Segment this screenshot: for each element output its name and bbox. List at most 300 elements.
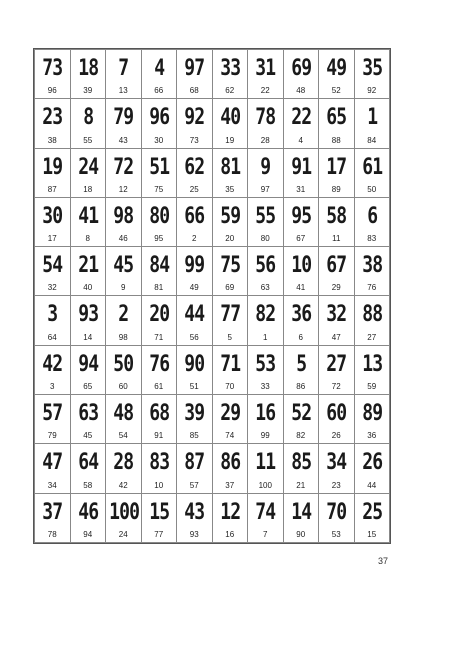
- cell-big-number: 57: [42, 401, 63, 427]
- grid-cell: [283, 99, 319, 148]
- cell-big-number: 86: [219, 450, 240, 476]
- cell-big-number: 24: [77, 154, 98, 180]
- cell-small-number: 54: [118, 431, 128, 441]
- cell-big-number: 76: [148, 351, 169, 377]
- grid-cell: [35, 444, 71, 493]
- cell-small-number: 57: [189, 480, 199, 490]
- cell-big-number: 95: [290, 203, 311, 229]
- cell-big-number: 26: [361, 450, 382, 476]
- grid-cell: [319, 50, 355, 99]
- cell-small-number: 93: [189, 530, 199, 539]
- cell-small-number: 4: [298, 135, 303, 145]
- cell-small-number: 68: [189, 86, 199, 96]
- cell-big-number: 63: [77, 401, 98, 427]
- grid-cell: [35, 395, 71, 444]
- cell-big-number: 4: [153, 56, 164, 81]
- cell-big-number: 79: [113, 105, 134, 131]
- grid-cell: [248, 395, 284, 444]
- cell-big-number: 59: [219, 203, 240, 229]
- grid-cell: [106, 444, 142, 493]
- cell-big-number: 81: [219, 154, 240, 180]
- cell-small-number: 60: [118, 382, 128, 392]
- grid-cell: [212, 395, 248, 444]
- cell-small-number: 61: [154, 382, 164, 392]
- cell-small-number: 99: [260, 431, 270, 441]
- cell-big-number: 14: [290, 499, 311, 525]
- grid-cell: [212, 50, 248, 99]
- grid-cell: [177, 148, 213, 197]
- cell-big-number: 16: [255, 401, 276, 427]
- cell-small-number: 45: [83, 431, 93, 441]
- cell-small-number: 87: [47, 184, 57, 194]
- grid-cell: [319, 296, 355, 345]
- cell-small-number: 50: [367, 184, 377, 194]
- grid-cell: [354, 493, 390, 542]
- cell-big-number: 80: [148, 203, 169, 229]
- grid-row: [35, 99, 390, 148]
- grid-cell: [354, 148, 390, 197]
- cell-big-number: 11: [255, 450, 276, 476]
- grid-row: [35, 197, 390, 246]
- cell-small-number: 21: [296, 480, 306, 490]
- grid-cell: [319, 148, 355, 197]
- cell-big-number: 98: [113, 203, 134, 229]
- cell-big-number: 61: [361, 154, 382, 180]
- grid-cell: [319, 345, 355, 394]
- grid-cell: [354, 247, 390, 296]
- cell-big-number: 2: [118, 302, 129, 328]
- grid-row: [35, 493, 390, 542]
- cell-big-number: 97: [184, 56, 205, 81]
- cell-big-number: 50: [113, 351, 134, 377]
- cell-big-number: 91: [290, 154, 311, 180]
- grid-cell: [248, 148, 284, 197]
- grid-cell: [141, 148, 177, 197]
- cell-big-number: 87: [184, 450, 205, 476]
- grid-row: [35, 148, 390, 197]
- cell-small-number: 44: [367, 480, 377, 490]
- grid-cell: [354, 50, 390, 99]
- cell-small-number: 49: [189, 283, 199, 293]
- grid-cell: [319, 197, 355, 246]
- cell-big-number: 94: [77, 351, 98, 377]
- grid-cell: [35, 345, 71, 394]
- cell-big-number: 17: [326, 154, 347, 180]
- grid-cell: [70, 247, 106, 296]
- cell-small-number: 82: [296, 431, 306, 441]
- cell-small-number: 38: [47, 135, 57, 145]
- grid-cell: [177, 395, 213, 444]
- cell-big-number: 89: [361, 401, 382, 427]
- cell-big-number: 25: [361, 499, 382, 525]
- cell-small-number: 51: [189, 382, 199, 392]
- cell-big-number: 31: [255, 56, 276, 81]
- cell-small-number: 66: [154, 86, 164, 96]
- cell-big-number: 23: [42, 105, 63, 131]
- grid-row: [35, 395, 390, 444]
- cell-small-number: 88: [331, 135, 341, 145]
- grid-cell: [248, 197, 284, 246]
- cell-small-number: 1: [263, 332, 268, 342]
- cell-small-number: 89: [331, 184, 341, 194]
- grid-cell: [248, 444, 284, 493]
- grid-cell: [319, 99, 355, 148]
- cell-small-number: 81: [154, 283, 164, 293]
- grid-cell: [35, 197, 71, 246]
- cell-small-number: 27: [367, 332, 377, 342]
- grid-cell: [70, 197, 106, 246]
- grid-cell: [177, 345, 213, 394]
- grid-cell: [354, 296, 390, 345]
- grid-cell: [283, 50, 319, 99]
- cell-small-number: 83: [367, 234, 377, 244]
- grid-cell: [70, 493, 106, 542]
- cell-small-number: 75: [154, 184, 164, 194]
- cell-big-number: 38: [361, 253, 382, 279]
- grid-cell: [141, 50, 177, 99]
- cell-small-number: 65: [83, 382, 93, 392]
- grid-cell: [141, 493, 177, 542]
- cell-big-number: 92: [184, 105, 205, 131]
- cell-big-number: 85: [290, 450, 311, 476]
- cell-small-number: 23: [331, 480, 341, 490]
- cell-big-number: 93: [77, 302, 98, 328]
- cell-big-number: 44: [184, 302, 205, 328]
- cell-big-number: 35: [361, 56, 382, 81]
- grid-cell: [212, 296, 248, 345]
- cell-small-number: 73: [189, 135, 199, 145]
- cell-big-number: 28: [113, 450, 134, 476]
- cell-big-number: 55: [255, 203, 276, 229]
- cell-small-number: 25: [189, 184, 199, 194]
- cell-big-number: 18: [77, 56, 98, 81]
- cell-small-number: 39: [83, 86, 93, 96]
- cell-small-number: 85: [189, 431, 199, 441]
- grid-cell: [283, 247, 319, 296]
- cell-small-number: 9: [121, 283, 126, 293]
- cell-big-number: 75: [219, 253, 240, 279]
- cell-small-number: 67: [296, 234, 306, 244]
- grid-cell: [35, 148, 71, 197]
- grid-cell: [283, 493, 319, 542]
- cell-big-number: 67: [326, 253, 347, 279]
- number-grid: [33, 48, 391, 544]
- cell-small-number: 20: [225, 234, 235, 244]
- cell-big-number: 64: [77, 450, 98, 476]
- cell-small-number: 92: [367, 86, 377, 96]
- cell-big-number: 20: [148, 302, 169, 328]
- cell-small-number: 30: [154, 135, 164, 145]
- cell-big-number: 30: [42, 203, 63, 229]
- grid-cell: [354, 99, 390, 148]
- cell-small-number: 48: [296, 86, 306, 96]
- cell-big-number: 9: [260, 154, 271, 180]
- grid-cell: [70, 345, 106, 394]
- cell-big-number: 54: [42, 253, 63, 279]
- grid-cell: [283, 148, 319, 197]
- cell-big-number: 5: [295, 351, 306, 377]
- cell-big-number: 70: [326, 499, 347, 525]
- cell-big-number: 71: [219, 351, 240, 377]
- cell-big-number: 52: [290, 401, 311, 427]
- grid-cell: [212, 444, 248, 493]
- cell-small-number: 47: [331, 332, 341, 342]
- cell-small-number: 13: [118, 86, 128, 96]
- cell-big-number: 51: [148, 154, 169, 180]
- cell-big-number: 3: [47, 302, 58, 328]
- cell-big-number: 77: [219, 302, 240, 328]
- grid-row: [35, 50, 390, 99]
- cell-small-number: 16: [225, 530, 235, 539]
- grid-row: [35, 296, 390, 345]
- cell-small-number: 95: [154, 234, 164, 244]
- cell-big-number: 32: [326, 302, 347, 328]
- grid-cell: [177, 99, 213, 148]
- grid-cell: [212, 345, 248, 394]
- cell-small-number: 3: [50, 382, 55, 392]
- cell-small-number: 43: [118, 135, 128, 145]
- cell-small-number: 41: [296, 283, 306, 293]
- cell-big-number: 33: [219, 56, 240, 81]
- cell-big-number: 12: [219, 499, 240, 525]
- cell-small-number: 56: [189, 332, 199, 342]
- cell-big-number: 49: [326, 56, 347, 81]
- grid-cell: [319, 444, 355, 493]
- cell-big-number: 100: [109, 499, 140, 525]
- grid-cell: [354, 345, 390, 394]
- grid-cell: [319, 247, 355, 296]
- cell-big-number: 41: [77, 203, 98, 229]
- cell-small-number: 59: [367, 382, 377, 392]
- grid-cell: [177, 493, 213, 542]
- grid-cell: [212, 247, 248, 296]
- cell-small-number: 69: [225, 283, 235, 293]
- grid-cell: [248, 345, 284, 394]
- cell-big-number: 84: [148, 253, 169, 279]
- grid-cell: [319, 493, 355, 542]
- cell-big-number: 42: [42, 351, 63, 377]
- grid-cell: [35, 99, 71, 148]
- grid-cell: [106, 247, 142, 296]
- cell-small-number: 24: [118, 530, 128, 539]
- grid-cell: [177, 247, 213, 296]
- cell-small-number: 62: [225, 86, 235, 96]
- cell-small-number: 32: [47, 283, 57, 293]
- grid-cell: [70, 99, 106, 148]
- cell-small-number: 11: [332, 234, 341, 244]
- cell-big-number: 39: [184, 401, 205, 427]
- cell-small-number: 76: [367, 283, 377, 293]
- grid-cell: [141, 197, 177, 246]
- cell-big-number: 83: [148, 450, 169, 476]
- grid-cell: [248, 50, 284, 99]
- cell-big-number: 48: [113, 401, 134, 427]
- cell-small-number: 7: [263, 530, 268, 539]
- number-table: [34, 49, 390, 543]
- cell-big-number: 60: [326, 401, 347, 427]
- grid-cell: [177, 296, 213, 345]
- grid-body: [35, 50, 390, 543]
- cell-big-number: 88: [361, 302, 382, 328]
- grid-cell: [212, 493, 248, 542]
- grid-cell: [70, 395, 106, 444]
- grid-cell: [106, 493, 142, 542]
- grid-cell: [212, 99, 248, 148]
- cell-small-number: 72: [331, 382, 341, 392]
- grid-cell: [70, 444, 106, 493]
- cell-small-number: 80: [260, 234, 270, 244]
- cell-small-number: 71: [154, 332, 164, 342]
- grid-cell: [106, 148, 142, 197]
- cell-small-number: 64: [47, 332, 57, 342]
- cell-big-number: 29: [219, 401, 240, 427]
- grid-cell: [248, 296, 284, 345]
- grid-cell: [177, 50, 213, 99]
- grid-cell: [248, 493, 284, 542]
- grid-cell: [248, 247, 284, 296]
- page-number: 37: [378, 556, 389, 566]
- grid-cell: [106, 50, 142, 99]
- cell-small-number: 33: [260, 382, 270, 392]
- cell-small-number: 2: [192, 234, 197, 244]
- grid-cell: [354, 197, 390, 246]
- grid-cell: [70, 148, 106, 197]
- cell-small-number: 26: [331, 431, 341, 441]
- cell-big-number: 7: [118, 56, 129, 81]
- cell-big-number: 8: [82, 105, 93, 131]
- cell-big-number: 19: [42, 154, 63, 180]
- cell-big-number: 53: [255, 351, 276, 377]
- cell-small-number: 37: [225, 480, 235, 490]
- cell-small-number: 6: [298, 332, 303, 342]
- cell-small-number: 52: [331, 86, 341, 96]
- cell-big-number: 72: [113, 154, 134, 180]
- cell-big-number: 13: [361, 351, 382, 377]
- grid-cell: [35, 50, 71, 99]
- cell-small-number: 63: [260, 283, 270, 293]
- cell-small-number: 18: [83, 184, 93, 194]
- grid-cell: [283, 345, 319, 394]
- cell-small-number: 35: [225, 184, 235, 194]
- cell-big-number: 27: [326, 351, 347, 377]
- cell-big-number: 15: [148, 499, 169, 525]
- cell-big-number: 73: [42, 56, 63, 81]
- cell-small-number: 5: [227, 332, 232, 342]
- cell-small-number: 17: [47, 234, 57, 244]
- cell-small-number: 78: [47, 530, 57, 539]
- cell-big-number: 58: [326, 203, 347, 229]
- cell-small-number: 34: [47, 480, 57, 490]
- grid-cell: [141, 99, 177, 148]
- grid-cell: [283, 395, 319, 444]
- grid-cell: [106, 197, 142, 246]
- grid-cell: [106, 395, 142, 444]
- cell-small-number: 46: [118, 234, 128, 244]
- cell-small-number: 94: [83, 530, 93, 539]
- grid-cell: [141, 345, 177, 394]
- cell-small-number: 74: [225, 431, 235, 441]
- cell-big-number: 66: [184, 203, 205, 229]
- grid-cell: [283, 197, 319, 246]
- cell-small-number: 10: [154, 480, 164, 490]
- cell-small-number: 40: [83, 283, 93, 293]
- cell-small-number: 12: [118, 184, 128, 194]
- cell-small-number: 55: [83, 135, 93, 145]
- grid-cell: [35, 247, 71, 296]
- cell-small-number: 19: [225, 135, 235, 145]
- cell-small-number: 86: [296, 382, 306, 392]
- grid-cell: [354, 395, 390, 444]
- grid-cell: [70, 50, 106, 99]
- cell-big-number: 78: [255, 105, 276, 131]
- cell-big-number: 22: [290, 105, 311, 131]
- cell-small-number: 36: [367, 431, 377, 441]
- cell-big-number: 96: [148, 105, 169, 131]
- cell-small-number: 28: [260, 135, 270, 145]
- cell-small-number: 31: [296, 184, 306, 194]
- grid-cell: [354, 444, 390, 493]
- grid-cell: [141, 296, 177, 345]
- cell-big-number: 6: [366, 203, 377, 229]
- cell-small-number: 90: [296, 530, 306, 539]
- cell-small-number: 53: [331, 530, 341, 539]
- grid-cell: [177, 197, 213, 246]
- cell-small-number: 70: [225, 382, 235, 392]
- cell-small-number: 98: [118, 332, 128, 342]
- grid-cell: [106, 296, 142, 345]
- grid-cell: [70, 296, 106, 345]
- cell-big-number: 69: [290, 56, 311, 81]
- cell-big-number: 34: [326, 450, 347, 476]
- cell-small-number: 97: [260, 184, 270, 194]
- cell-small-number: 77: [154, 530, 164, 539]
- cell-small-number: 15: [367, 530, 377, 539]
- cell-big-number: 21: [77, 253, 98, 279]
- grid-cell: [283, 444, 319, 493]
- cell-big-number: 43: [184, 499, 205, 525]
- cell-small-number: 58: [83, 480, 93, 490]
- grid-cell: [212, 148, 248, 197]
- cell-small-number: 96: [47, 86, 57, 96]
- cell-big-number: 36: [290, 302, 311, 328]
- cell-big-number: 47: [42, 450, 63, 476]
- grid-row: [35, 345, 390, 394]
- cell-small-number: 84: [367, 135, 377, 145]
- cell-small-number: 22: [260, 86, 270, 96]
- grid-cell: [212, 197, 248, 246]
- grid-cell: [177, 444, 213, 493]
- cell-big-number: 46: [77, 499, 98, 525]
- grid-cell: [283, 296, 319, 345]
- grid-cell: [248, 99, 284, 148]
- cell-big-number: 65: [326, 105, 347, 131]
- grid-cell: [35, 296, 71, 345]
- grid-cell: [141, 395, 177, 444]
- grid-row: [35, 247, 390, 296]
- cell-big-number: 74: [255, 499, 276, 525]
- cell-big-number: 37: [42, 499, 63, 525]
- cell-big-number: 45: [113, 253, 134, 279]
- cell-big-number: 40: [219, 105, 240, 131]
- cell-big-number: 62: [184, 154, 205, 180]
- cell-big-number: 90: [184, 351, 205, 377]
- cell-big-number: 10: [290, 253, 311, 279]
- cell-small-number: 8: [85, 234, 90, 244]
- cell-small-number: 79: [47, 431, 57, 441]
- cell-big-number: 68: [148, 401, 169, 427]
- cell-big-number: 82: [255, 302, 276, 328]
- cell-small-number: 14: [83, 332, 93, 342]
